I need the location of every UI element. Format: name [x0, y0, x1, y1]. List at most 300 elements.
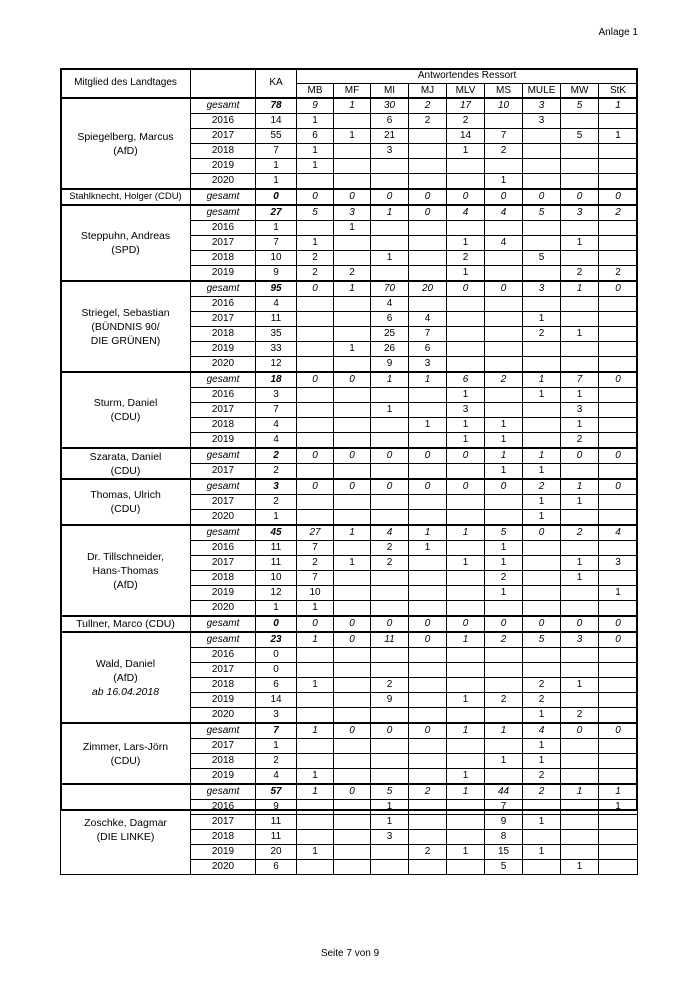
ressort-cell — [409, 830, 447, 845]
member-name-line: (CDU) — [110, 411, 141, 423]
ressort-cell: 1 — [447, 723, 485, 739]
ressort-cell — [599, 159, 638, 174]
row-label: 2017 — [191, 495, 256, 510]
ressort-cell: 0 — [485, 479, 523, 495]
ka-cell: 4 — [256, 769, 297, 785]
member-name — [61, 525, 191, 616]
ressort-cell — [409, 510, 447, 526]
ressort-cell: 0 — [485, 189, 523, 205]
ressort-cell — [599, 510, 638, 526]
ressort-cell: 0 — [561, 723, 599, 739]
ka-cell: 0 — [256, 663, 297, 678]
ressort-cell: 44 — [485, 784, 523, 800]
member-name-line: Hans-Thomas — [92, 564, 159, 577]
ressort-cell: 6 — [447, 372, 485, 388]
ressort-cell: 2 — [371, 556, 409, 571]
ka-cell: 23 — [256, 632, 297, 648]
member-name-line: (CDU) — [110, 754, 141, 767]
ressort-cell: 5 — [561, 129, 599, 144]
ressort-cell: 1 — [447, 525, 485, 541]
ka-cell: 3 — [256, 708, 297, 724]
header-ka: KA — [256, 69, 297, 99]
member-name — [61, 98, 191, 189]
ressort-cell — [409, 403, 447, 418]
ressort-cell — [297, 663, 334, 678]
row-label: 2018 — [191, 678, 256, 693]
header-ressort: MLV — [447, 84, 485, 99]
ressort-cell: 1 — [561, 860, 599, 875]
ressort-cell: 7 — [297, 571, 334, 586]
ressort-cell — [599, 357, 638, 373]
ressort-cell: 2 — [409, 98, 447, 114]
ressort-cell — [447, 754, 485, 769]
ressort-cell: 5 — [561, 98, 599, 114]
ressort-cell — [447, 860, 485, 875]
ressort-cell — [334, 830, 371, 845]
ressort-cell: 3 — [561, 205, 599, 221]
ressort-cell — [599, 342, 638, 357]
ressort-cell: 0 — [599, 479, 638, 495]
ressort-cell: 1 — [371, 205, 409, 221]
ressort-cell — [523, 159, 561, 174]
ressort-cell — [599, 327, 638, 342]
row-label: gesamt — [191, 448, 256, 464]
row-label: 2016 — [191, 114, 256, 129]
ressort-cell — [561, 648, 599, 663]
ressort-cell — [523, 418, 561, 433]
ressort-cell — [485, 739, 523, 754]
ressort-cell — [334, 433, 371, 449]
ressort-cell: 5 — [523, 205, 561, 221]
ressort-cell — [409, 144, 447, 159]
ressort-cell: 2 — [297, 556, 334, 571]
ressort-cell: 1 — [334, 342, 371, 357]
ressort-cell: 2 — [561, 525, 599, 541]
ressort-cell — [523, 403, 561, 418]
ressort-cell: 0 — [523, 616, 561, 632]
ressort-cell: 0 — [297, 189, 334, 205]
ressort-cell: 4 — [485, 236, 523, 251]
ressort-cell — [334, 541, 371, 556]
ressort-cell: 1 — [485, 723, 523, 739]
ressort-cell — [409, 464, 447, 480]
ressort-cell: 1 — [297, 632, 334, 648]
ressort-cell: 0 — [409, 479, 447, 495]
row-label: 2019 — [191, 586, 256, 601]
member-name-line: Steppuhn, Andreas — [80, 230, 171, 242]
ressort-cell: 0 — [409, 205, 447, 221]
ressort-cell: 1 — [485, 448, 523, 464]
ressort-cell — [409, 678, 447, 693]
ressort-cell: 0 — [371, 723, 409, 739]
ressort-cell — [599, 495, 638, 510]
ressort-cell — [409, 388, 447, 403]
ressort-cell: 0 — [599, 616, 638, 632]
ressort-cell — [485, 708, 523, 724]
ressort-cell: 1 — [523, 754, 561, 769]
ressort-cell — [371, 174, 409, 190]
ressort-cell: 2 — [485, 144, 523, 159]
row-label: 2018 — [191, 418, 256, 433]
ressort-cell: 0 — [599, 189, 638, 205]
ressort-cell: 2 — [485, 571, 523, 586]
ressort-cell — [334, 586, 371, 601]
member-name-line: Zimmer, Lars-Jörn — [82, 740, 169, 753]
ressort-cell: 1 — [297, 845, 334, 860]
header-ressort: MULE — [523, 84, 561, 99]
ressort-cell — [447, 601, 485, 617]
row-label: 2020 — [191, 601, 256, 617]
ka-cell: 18 — [256, 372, 297, 388]
ressort-cell — [297, 510, 334, 526]
ressort-cell — [485, 648, 523, 663]
ressort-cell: 4 — [523, 723, 561, 739]
ressort-cell — [485, 403, 523, 418]
ressort-cell — [409, 174, 447, 190]
ressort-cell — [561, 693, 599, 708]
ressort-cell — [409, 159, 447, 174]
ressort-cell — [409, 297, 447, 312]
member-name-line: Stahlknecht, Holger (CDU) — [69, 191, 182, 202]
member-name — [61, 448, 191, 479]
row-label: 2018 — [191, 571, 256, 586]
ressort-cell — [409, 266, 447, 282]
row-label: gesamt — [191, 723, 256, 739]
ka-cell: 11 — [256, 541, 297, 556]
ressort-cell — [485, 297, 523, 312]
ressort-cell: 4 — [371, 525, 409, 541]
ressort-cell — [485, 601, 523, 617]
ressort-cell — [599, 114, 638, 129]
ressort-cell — [447, 174, 485, 190]
row-label: 2016 — [191, 648, 256, 663]
ressort-cell: 0 — [599, 372, 638, 388]
ressort-cell — [297, 754, 334, 769]
ressort-cell — [334, 159, 371, 174]
member-name-line: DIE GRÜNEN) — [90, 334, 161, 347]
header-ressort-group: Antwortendes Ressort — [297, 69, 638, 84]
ressort-cell — [371, 663, 409, 678]
ressort-cell — [523, 174, 561, 190]
ressort-cell — [561, 251, 599, 266]
member-name-line: Striegel, Sebastian — [81, 306, 170, 319]
ressort-cell — [523, 236, 561, 251]
ressort-cell — [409, 693, 447, 708]
ressort-cell: 3 — [523, 114, 561, 129]
member-name — [61, 205, 191, 281]
ka-cell: 11 — [256, 830, 297, 845]
ressort-cell: 0 — [523, 525, 561, 541]
ressort-cell: 0 — [409, 632, 447, 648]
ressort-cell: 1 — [447, 769, 485, 785]
ressort-cell: 1 — [599, 129, 638, 144]
ressort-cell: 0 — [447, 448, 485, 464]
ressort-cell — [409, 221, 447, 236]
ka-cell: 7 — [256, 723, 297, 739]
ressort-cell: 1 — [523, 510, 561, 526]
ressort-cell — [599, 144, 638, 159]
ressort-cell — [334, 418, 371, 433]
ressort-cell — [447, 464, 485, 480]
ressort-cell — [561, 739, 599, 754]
ka-cell: 2 — [256, 448, 297, 464]
row-label: gesamt — [191, 205, 256, 221]
header-ressort: StK — [599, 84, 638, 99]
member-name-line: Zoschke, Dagmar — [84, 816, 167, 829]
ressort-cell — [409, 556, 447, 571]
ressort-cell: 2 — [409, 845, 447, 860]
annex-label: Anlage 1 — [598, 27, 638, 38]
row-label: 2018 — [191, 251, 256, 266]
ressort-cell: 2 — [599, 266, 638, 282]
ressort-cell — [485, 357, 523, 373]
ressort-cell — [485, 510, 523, 526]
ressort-cell: 1 — [485, 174, 523, 190]
ressort-cell — [371, 510, 409, 526]
ressort-cell: 5 — [297, 205, 334, 221]
ressort-cell — [599, 830, 638, 845]
ressort-cell: 1 — [485, 754, 523, 769]
ressort-cell: 2 — [523, 678, 561, 693]
row-label: gesamt — [191, 784, 256, 800]
ressort-cell — [523, 860, 561, 875]
member-name-line: (DIE LINKE) — [96, 830, 155, 843]
ressort-cell: 1 — [409, 418, 447, 433]
ressort-cell — [334, 236, 371, 251]
ressort-cell: 0 — [371, 189, 409, 205]
ka-cell: 11 — [256, 815, 297, 830]
ressort-cell: 1 — [523, 708, 561, 724]
member-name-line: (SPD) — [111, 244, 140, 256]
ressort-cell: 1 — [371, 372, 409, 388]
ressort-cell — [409, 800, 447, 815]
ressort-cell — [485, 312, 523, 327]
ressort-cell — [599, 174, 638, 190]
member-name — [61, 784, 191, 875]
row-label: 2017 — [191, 663, 256, 678]
ressort-cell — [409, 129, 447, 144]
ressort-cell: 6 — [297, 129, 334, 144]
ressort-cell: 1 — [447, 144, 485, 159]
ressort-cell: 0 — [409, 616, 447, 632]
ressort-cell: 1 — [485, 464, 523, 480]
ressort-cell — [447, 708, 485, 724]
ressort-cell: 1 — [297, 144, 334, 159]
ressort-cell — [371, 754, 409, 769]
row-label: 2017 — [191, 815, 256, 830]
ka-cell: 0 — [256, 648, 297, 663]
ressort-cell — [334, 815, 371, 830]
row-label: 2020 — [191, 357, 256, 373]
ressort-cell — [561, 845, 599, 860]
ressort-cell: 0 — [334, 784, 371, 800]
ressort-cell: 3 — [371, 830, 409, 845]
table-row — [61, 784, 638, 800]
ressort-cell: 17 — [447, 98, 485, 114]
ressort-cell: 10 — [297, 586, 334, 601]
ressort-cell — [371, 495, 409, 510]
ressort-cell — [334, 312, 371, 327]
ressort-cell — [334, 297, 371, 312]
table-row — [61, 98, 638, 114]
ressort-cell — [599, 693, 638, 708]
ressort-cell: 2 — [561, 708, 599, 724]
ressort-cell: 1 — [561, 479, 599, 495]
ressort-cell: 1 — [297, 769, 334, 785]
ressort-cell: 0 — [599, 448, 638, 464]
ressort-cell: 3 — [523, 98, 561, 114]
row-label: gesamt — [191, 281, 256, 297]
ressort-cell — [599, 769, 638, 785]
ressort-cell — [561, 174, 599, 190]
ressort-cell: 0 — [561, 448, 599, 464]
row-label: 2017 — [191, 129, 256, 144]
ressort-cell — [599, 708, 638, 724]
ressort-cell — [447, 678, 485, 693]
member-name-line: Szarata, Daniel — [89, 450, 162, 463]
row-label: 2016 — [191, 221, 256, 236]
ressort-cell — [485, 342, 523, 357]
member-name-line: Dr. Tillschneider, — [86, 550, 165, 563]
ressort-cell: 15 — [485, 845, 523, 860]
ressort-cell — [447, 800, 485, 815]
ressort-cell — [599, 571, 638, 586]
ressort-cell — [409, 601, 447, 617]
ressort-cell — [485, 221, 523, 236]
ressort-cell — [371, 159, 409, 174]
ressort-cell: 0 — [599, 723, 638, 739]
ka-cell: 12 — [256, 357, 297, 373]
member-name — [61, 479, 191, 525]
member-name-line: (CDU) — [110, 464, 141, 477]
ressort-cell — [447, 510, 485, 526]
ressort-cell: 9 — [485, 815, 523, 830]
ressort-cell — [561, 510, 599, 526]
ressort-cell: 7 — [409, 327, 447, 342]
inquiries-table — [60, 68, 638, 875]
ressort-cell: 0 — [523, 189, 561, 205]
ressort-cell — [523, 586, 561, 601]
row-label: 2016 — [191, 800, 256, 815]
ka-cell: 11 — [256, 556, 297, 571]
ressort-cell — [523, 830, 561, 845]
ressort-cell — [485, 114, 523, 129]
ressort-cell: 0 — [409, 189, 447, 205]
ressort-cell: 2 — [409, 784, 447, 800]
ressort-cell: 1 — [447, 236, 485, 251]
row-label: 2019 — [191, 845, 256, 860]
ressort-cell: 7 — [485, 129, 523, 144]
ressort-cell — [371, 860, 409, 875]
ressort-cell: 4 — [371, 297, 409, 312]
member-name — [61, 372, 191, 448]
ressort-cell: 1 — [447, 632, 485, 648]
ressort-cell: 0 — [447, 189, 485, 205]
ressort-cell — [447, 327, 485, 342]
ressort-cell — [334, 739, 371, 754]
member-name — [61, 616, 191, 632]
ressort-cell — [561, 464, 599, 480]
ressort-cell: 1 — [561, 388, 599, 403]
ressort-cell — [297, 800, 334, 815]
ressort-cell — [297, 418, 334, 433]
member-name-line: Thomas, Ulrich — [90, 489, 161, 501]
ressort-cell: 1 — [447, 433, 485, 449]
ka-cell: 35 — [256, 327, 297, 342]
ressort-cell: 0 — [371, 448, 409, 464]
ressort-cell — [371, 739, 409, 754]
ressort-cell — [485, 159, 523, 174]
header-ressort: MS — [485, 84, 523, 99]
table-row — [61, 448, 638, 464]
ressort-cell — [334, 845, 371, 860]
ressort-cell — [523, 663, 561, 678]
ressort-cell — [297, 297, 334, 312]
ressort-cell — [485, 663, 523, 678]
table-row — [61, 525, 638, 541]
ka-cell: 4 — [256, 418, 297, 433]
ressort-cell — [599, 754, 638, 769]
ressort-cell: 1 — [561, 236, 599, 251]
ressort-cell: 0 — [297, 372, 334, 388]
ka-cell: 0 — [256, 616, 297, 632]
ressort-cell — [371, 845, 409, 860]
row-label: 2018 — [191, 327, 256, 342]
ressort-cell — [561, 342, 599, 357]
ressort-cell — [297, 403, 334, 418]
ressort-cell — [371, 601, 409, 617]
ressort-cell: 1 — [523, 815, 561, 830]
ressort-cell — [485, 388, 523, 403]
ressort-cell: 30 — [371, 98, 409, 114]
ressort-cell: 2 — [523, 784, 561, 800]
ressort-cell — [334, 357, 371, 373]
ressort-cell — [561, 769, 599, 785]
ressort-cell: 1 — [447, 418, 485, 433]
ressort-cell — [523, 342, 561, 357]
ressort-cell — [447, 495, 485, 510]
ressort-cell — [561, 815, 599, 830]
ka-cell: 78 — [256, 98, 297, 114]
row-label: 2017 — [191, 312, 256, 327]
table-row — [61, 372, 638, 388]
row-label: 2017 — [191, 739, 256, 754]
row-label: 2018 — [191, 144, 256, 159]
ressort-cell: 2 — [485, 693, 523, 708]
ressort-cell — [599, 251, 638, 266]
ressort-cell — [297, 357, 334, 373]
ka-cell: 7 — [256, 403, 297, 418]
ressort-cell — [599, 739, 638, 754]
ressort-cell — [523, 571, 561, 586]
ressort-cell: 3 — [447, 403, 485, 418]
ressort-cell: 1 — [523, 372, 561, 388]
ka-cell: 9 — [256, 266, 297, 282]
ressort-cell: 1 — [297, 236, 334, 251]
ressort-cell — [297, 221, 334, 236]
ressort-cell — [523, 129, 561, 144]
ressort-cell — [447, 586, 485, 601]
ressort-cell — [334, 464, 371, 480]
ressort-cell: 1 — [447, 693, 485, 708]
ressort-cell: 2 — [485, 632, 523, 648]
page-footer: Seite 7 von 9 — [320, 948, 380, 959]
ka-cell: 4 — [256, 297, 297, 312]
ressort-cell — [334, 327, 371, 342]
ressort-cell: 1 — [409, 372, 447, 388]
ressort-cell: 1 — [561, 571, 599, 586]
ressort-cell — [599, 297, 638, 312]
